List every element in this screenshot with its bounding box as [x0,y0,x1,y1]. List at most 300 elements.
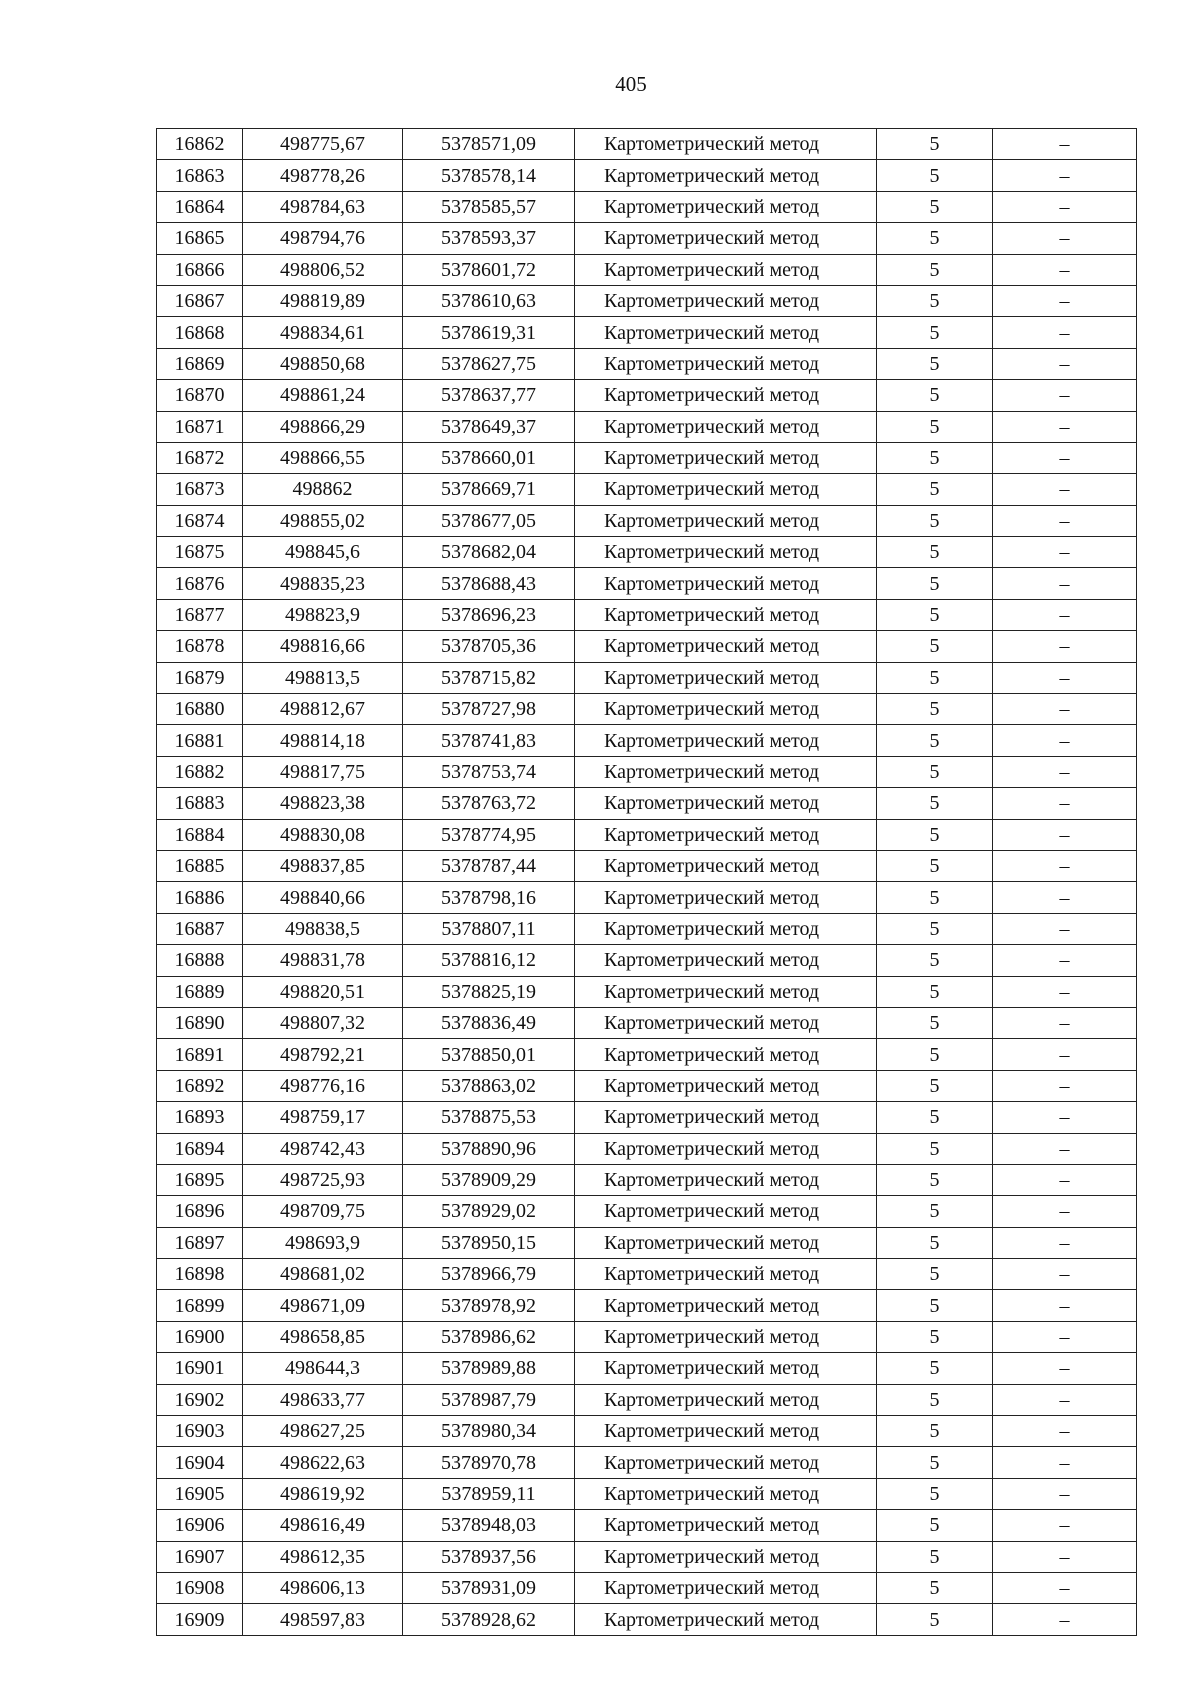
coordinate-x-cell: 498835,23 [243,568,403,599]
method-cell: Картометрический метод [575,1290,877,1321]
method-cell: Картометрический метод [575,191,877,222]
point-number-cell: 16899 [157,1290,243,1321]
method-cell: Картометрический метод [575,631,877,662]
point-number-cell: 16891 [157,1039,243,1070]
coordinate-x-cell: 498845,6 [243,537,403,568]
note-cell: – [993,442,1137,473]
coordinate-x-cell: 498616,49 [243,1510,403,1541]
coordinate-x-cell: 498806,52 [243,254,403,285]
coordinate-y-cell: 5378660,01 [403,442,575,473]
method-cell: Картометрический метод [575,819,877,850]
coordinate-x-cell: 498658,85 [243,1321,403,1352]
accuracy-cell: 5 [877,1196,993,1227]
accuracy-cell: 5 [877,1227,993,1258]
coordinate-y-cell: 5378937,56 [403,1541,575,1572]
note-cell: – [993,662,1137,693]
accuracy-cell: 5 [877,1290,993,1321]
accuracy-cell: 5 [877,882,993,913]
point-number-cell: 16888 [157,945,243,976]
point-number-cell: 16877 [157,599,243,630]
point-number-cell: 16886 [157,882,243,913]
note-cell: – [993,537,1137,568]
method-cell: Картометрический метод [575,1353,877,1384]
table-row [157,1007,1137,1038]
table-row [157,1227,1137,1258]
coordinate-x-cell: 498644,3 [243,1353,403,1384]
table-row [157,348,1137,379]
coordinate-y-cell: 5378970,78 [403,1447,575,1478]
coordinate-x-cell: 498612,35 [243,1541,403,1572]
coordinate-y-cell: 5378989,88 [403,1353,575,1384]
point-number-cell: 16898 [157,1259,243,1290]
table-row [157,537,1137,568]
coordinate-y-cell: 5378727,98 [403,694,575,725]
coordinate-y-cell: 5378825,19 [403,976,575,1007]
coordinate-x-cell: 498725,93 [243,1164,403,1195]
table-row [157,788,1137,819]
accuracy-cell: 5 [877,725,993,756]
point-number-cell: 16907 [157,1541,243,1572]
accuracy-cell: 5 [877,913,993,944]
method-cell: Картометрический метод [575,694,877,725]
table-row [157,285,1137,316]
note-cell: – [993,1384,1137,1415]
coordinate-y-cell: 5378850,01 [403,1039,575,1070]
point-number-cell: 16895 [157,1164,243,1195]
accuracy-cell: 5 [877,1102,993,1133]
coordinate-x-cell: 498866,55 [243,442,403,473]
point-number-cell: 16897 [157,1227,243,1258]
coordinate-y-cell: 5378863,02 [403,1070,575,1101]
coordinate-y-cell: 5378593,37 [403,223,575,254]
method-cell: Картометрический метод [575,1541,877,1572]
accuracy-cell: 5 [877,1447,993,1478]
coordinate-y-cell: 5378627,75 [403,348,575,379]
point-number-cell: 16884 [157,819,243,850]
note-cell: – [993,788,1137,819]
coordinate-x-cell: 498807,32 [243,1007,403,1038]
note-cell: – [993,254,1137,285]
accuracy-cell: 5 [877,1133,993,1164]
coordinate-y-cell: 5378807,11 [403,913,575,944]
note-cell: – [993,599,1137,630]
point-number-cell: 16902 [157,1384,243,1415]
coordinates-table-body [157,129,1137,1636]
point-number-cell: 16905 [157,1478,243,1509]
note-cell: – [993,223,1137,254]
coordinate-x-cell: 498830,08 [243,819,403,850]
table-row [157,317,1137,348]
accuracy-cell: 5 [877,1039,993,1070]
method-cell: Картометрический метод [575,945,877,976]
coordinate-x-cell: 498840,66 [243,882,403,913]
accuracy-cell: 5 [877,1572,993,1603]
method-cell: Картометрический метод [575,756,877,787]
point-number-cell: 16864 [157,191,243,222]
coordinate-x-cell: 498855,02 [243,505,403,536]
coordinate-x-cell: 498850,68 [243,348,403,379]
coordinate-x-cell: 498861,24 [243,380,403,411]
coordinate-y-cell: 5378619,31 [403,317,575,348]
accuracy-cell: 5 [877,1416,993,1447]
accuracy-cell: 5 [877,1007,993,1038]
note-cell: – [993,976,1137,1007]
table-row [157,945,1137,976]
point-number-cell: 16874 [157,505,243,536]
coordinate-y-cell: 5378966,79 [403,1259,575,1290]
accuracy-cell: 5 [877,850,993,881]
coordinate-y-cell: 5378715,82 [403,662,575,693]
point-number-cell: 16881 [157,725,243,756]
coordinate-x-cell: 498759,17 [243,1102,403,1133]
point-number-cell: 16866 [157,254,243,285]
table-row [157,129,1137,160]
coordinate-x-cell: 498597,83 [243,1604,403,1635]
table-row [157,1321,1137,1352]
table-row [157,1572,1137,1603]
table-row [157,1259,1137,1290]
point-number-cell: 16896 [157,1196,243,1227]
coordinate-y-cell: 5378836,49 [403,1007,575,1038]
point-number-cell: 16906 [157,1510,243,1541]
method-cell: Картометрический метод [575,1133,877,1164]
table-row [157,1353,1137,1384]
note-cell: – [993,819,1137,850]
note-cell: – [993,1039,1137,1070]
table-row [157,1478,1137,1509]
method-cell: Картометрический метод [575,474,877,505]
coordinate-y-cell: 5378571,09 [403,129,575,160]
coordinate-x-cell: 498816,66 [243,631,403,662]
accuracy-cell: 5 [877,1164,993,1195]
coordinate-x-cell: 498814,18 [243,725,403,756]
method-cell: Картометрический метод [575,788,877,819]
table-row [157,160,1137,191]
accuracy-cell: 5 [877,694,993,725]
method-cell: Картометрический метод [575,568,877,599]
coordinate-y-cell: 5378682,04 [403,537,575,568]
note-cell: – [993,285,1137,316]
coordinate-y-cell: 5378637,77 [403,380,575,411]
note-cell: – [993,1321,1137,1352]
coordinate-y-cell: 5378950,15 [403,1227,575,1258]
coordinate-y-cell: 5378980,34 [403,1416,575,1447]
note-cell: – [993,1416,1137,1447]
method-cell: Картометрический метод [575,1102,877,1133]
accuracy-cell: 5 [877,1384,993,1415]
coordinate-x-cell: 498709,75 [243,1196,403,1227]
coordinate-x-cell: 498778,26 [243,160,403,191]
method-cell: Картометрический метод [575,662,877,693]
note-cell: – [993,317,1137,348]
accuracy-cell: 5 [877,411,993,442]
coordinate-y-cell: 5378585,57 [403,191,575,222]
point-number-cell: 16883 [157,788,243,819]
coordinate-x-cell: 498831,78 [243,945,403,976]
method-cell: Картометрический метод [575,1070,877,1101]
method-cell: Картометрический метод [575,1572,877,1603]
note-cell: – [993,1290,1137,1321]
method-cell: Картометрический метод [575,1196,877,1227]
coordinates-table [156,128,1137,1636]
method-cell: Картометрический метод [575,882,877,913]
table-row [157,599,1137,630]
accuracy-cell: 5 [877,348,993,379]
note-cell: – [993,1227,1137,1258]
accuracy-cell: 5 [877,819,993,850]
method-cell: Картометрический метод [575,1447,877,1478]
coordinate-y-cell: 5378610,63 [403,285,575,316]
note-cell: – [993,380,1137,411]
coordinate-y-cell: 5378928,62 [403,1604,575,1635]
note-cell: – [993,348,1137,379]
table-row [157,725,1137,756]
point-number-cell: 16889 [157,976,243,1007]
point-number-cell: 16887 [157,913,243,944]
coordinate-y-cell: 5378929,02 [403,1196,575,1227]
table-row [157,1070,1137,1101]
coordinate-x-cell: 498819,89 [243,285,403,316]
accuracy-cell: 5 [877,662,993,693]
note-cell: – [993,756,1137,787]
coordinate-y-cell: 5378798,16 [403,882,575,913]
note-cell: – [993,1541,1137,1572]
coordinate-x-cell: 498775,67 [243,129,403,160]
method-cell: Картометрический метод [575,380,877,411]
point-number-cell: 16882 [157,756,243,787]
table-row [157,913,1137,944]
accuracy-cell: 5 [877,442,993,473]
coordinate-y-cell: 5378931,09 [403,1572,575,1603]
method-cell: Картометрический метод [575,913,877,944]
point-number-cell: 16903 [157,1416,243,1447]
method-cell: Картометрический метод [575,411,877,442]
accuracy-cell: 5 [877,1510,993,1541]
accuracy-cell: 5 [877,474,993,505]
method-cell: Картометрический метод [575,1039,877,1070]
table-row [157,442,1137,473]
table-row [157,254,1137,285]
coordinate-y-cell: 5378677,05 [403,505,575,536]
accuracy-cell: 5 [877,254,993,285]
note-cell: – [993,1447,1137,1478]
point-number-cell: 16880 [157,694,243,725]
coordinate-x-cell: 498794,76 [243,223,403,254]
coordinate-x-cell: 498742,43 [243,1133,403,1164]
coordinate-y-cell: 5378816,12 [403,945,575,976]
note-cell: – [993,1572,1137,1603]
note-cell: – [993,129,1137,160]
coordinate-x-cell: 498784,63 [243,191,403,222]
coordinate-x-cell: 498813,5 [243,662,403,693]
table-row [157,1290,1137,1321]
table-row [157,1416,1137,1447]
accuracy-cell: 5 [877,568,993,599]
note-cell: – [993,505,1137,536]
coordinate-x-cell: 498627,25 [243,1416,403,1447]
point-number-cell: 16867 [157,285,243,316]
table-row [157,474,1137,505]
accuracy-cell: 5 [877,1478,993,1509]
accuracy-cell: 5 [877,1541,993,1572]
table-row [157,631,1137,662]
note-cell: – [993,850,1137,881]
table-row [157,1447,1137,1478]
table-row [157,1384,1137,1415]
table-row [157,694,1137,725]
point-number-cell: 16900 [157,1321,243,1352]
accuracy-cell: 5 [877,945,993,976]
table-row [157,223,1137,254]
method-cell: Картометрический метод [575,1416,877,1447]
point-number-cell: 16894 [157,1133,243,1164]
table-row [157,819,1137,850]
method-cell: Картометрический метод [575,129,877,160]
method-cell: Картометрический метод [575,1321,877,1352]
coordinate-x-cell: 498817,75 [243,756,403,787]
point-number-cell: 16869 [157,348,243,379]
note-cell: – [993,1478,1137,1509]
accuracy-cell: 5 [877,285,993,316]
coordinate-y-cell: 5378959,11 [403,1478,575,1509]
method-cell: Картометрический метод [575,254,877,285]
note-cell: – [993,1102,1137,1133]
coordinate-y-cell: 5378986,62 [403,1321,575,1352]
accuracy-cell: 5 [877,1070,993,1101]
note-cell: – [993,191,1137,222]
coordinate-x-cell: 498834,61 [243,317,403,348]
coordinate-y-cell: 5378753,74 [403,756,575,787]
point-number-cell: 16871 [157,411,243,442]
accuracy-cell: 5 [877,756,993,787]
point-number-cell: 16893 [157,1102,243,1133]
point-number-cell: 16901 [157,1353,243,1384]
method-cell: Картометрический метод [575,223,877,254]
table-row [157,1039,1137,1070]
point-number-cell: 16890 [157,1007,243,1038]
accuracy-cell: 5 [877,631,993,662]
note-cell: – [993,1133,1137,1164]
method-cell: Картометрический метод [575,1478,877,1509]
note-cell: – [993,1604,1137,1635]
accuracy-cell: 5 [877,1353,993,1384]
note-cell: – [993,1070,1137,1101]
coordinate-y-cell: 5378787,44 [403,850,575,881]
coordinate-y-cell: 5378649,37 [403,411,575,442]
coordinate-x-cell: 498866,29 [243,411,403,442]
note-cell: – [993,913,1137,944]
coordinate-x-cell: 498862 [243,474,403,505]
point-number-cell: 16873 [157,474,243,505]
accuracy-cell: 5 [877,1321,993,1352]
method-cell: Картометрический метод [575,1384,877,1415]
note-cell: – [993,1196,1137,1227]
accuracy-cell: 5 [877,1259,993,1290]
point-number-cell: 16875 [157,537,243,568]
method-cell: Картометрический метод [575,850,877,881]
accuracy-cell: 5 [877,317,993,348]
accuracy-cell: 5 [877,537,993,568]
method-cell: Картометрический метод [575,505,877,536]
note-cell: – [993,1164,1137,1195]
table-row [157,882,1137,913]
method-cell: Картометрический метод [575,285,877,316]
point-number-cell: 16863 [157,160,243,191]
table-row [157,191,1137,222]
point-number-cell: 16904 [157,1447,243,1478]
note-cell: – [993,474,1137,505]
point-number-cell: 16878 [157,631,243,662]
coordinate-y-cell: 5378774,95 [403,819,575,850]
note-cell: – [993,882,1137,913]
table-row [157,850,1137,881]
coordinate-y-cell: 5378763,72 [403,788,575,819]
method-cell: Картометрический метод [575,1510,877,1541]
coordinate-y-cell: 5378987,79 [403,1384,575,1415]
method-cell: Картометрический метод [575,976,877,1007]
point-number-cell: 16908 [157,1572,243,1603]
point-number-cell: 16879 [157,662,243,693]
coordinate-y-cell: 5378688,43 [403,568,575,599]
note-cell: – [993,1510,1137,1541]
note-cell: – [993,1259,1137,1290]
note-cell: – [993,725,1137,756]
coordinate-x-cell: 498776,16 [243,1070,403,1101]
point-number-cell: 16909 [157,1604,243,1635]
coordinate-y-cell: 5378909,29 [403,1164,575,1195]
coordinate-y-cell: 5378578,14 [403,160,575,191]
coordinate-y-cell: 5378948,03 [403,1510,575,1541]
note-cell: – [993,631,1137,662]
page-number: 405 [615,72,647,96]
accuracy-cell: 5 [877,1604,993,1635]
accuracy-cell: 5 [877,191,993,222]
accuracy-cell: 5 [877,505,993,536]
coordinate-x-cell: 498837,85 [243,850,403,881]
coordinate-x-cell: 498820,51 [243,976,403,1007]
note-cell: – [993,160,1137,191]
method-cell: Картометрический метод [575,537,877,568]
method-cell: Картометрический метод [575,1164,877,1195]
method-cell: Картометрический метод [575,599,877,630]
table-row [157,1164,1137,1195]
method-cell: Картометрический метод [575,1604,877,1635]
method-cell: Картометрический метод [575,317,877,348]
table-row [157,1604,1137,1635]
coordinate-x-cell: 498693,9 [243,1227,403,1258]
accuracy-cell: 5 [877,223,993,254]
coordinate-x-cell: 498823,38 [243,788,403,819]
point-number-cell: 16892 [157,1070,243,1101]
table-row [157,1133,1137,1164]
table-row [157,568,1137,599]
method-cell: Картометрический метод [575,1227,877,1258]
method-cell: Картометрический метод [575,348,877,379]
point-number-cell: 16885 [157,850,243,881]
note-cell: – [993,568,1137,599]
point-number-cell: 16868 [157,317,243,348]
coordinate-x-cell: 498671,09 [243,1290,403,1321]
table-row [157,380,1137,411]
coordinate-x-cell: 498633,77 [243,1384,403,1415]
coordinate-y-cell: 5378696,23 [403,599,575,630]
point-number-cell: 16870 [157,380,243,411]
table-row [157,662,1137,693]
coordinate-y-cell: 5378601,72 [403,254,575,285]
accuracy-cell: 5 [877,976,993,1007]
method-cell: Картометрический метод [575,442,877,473]
coordinate-x-cell: 498622,63 [243,1447,403,1478]
